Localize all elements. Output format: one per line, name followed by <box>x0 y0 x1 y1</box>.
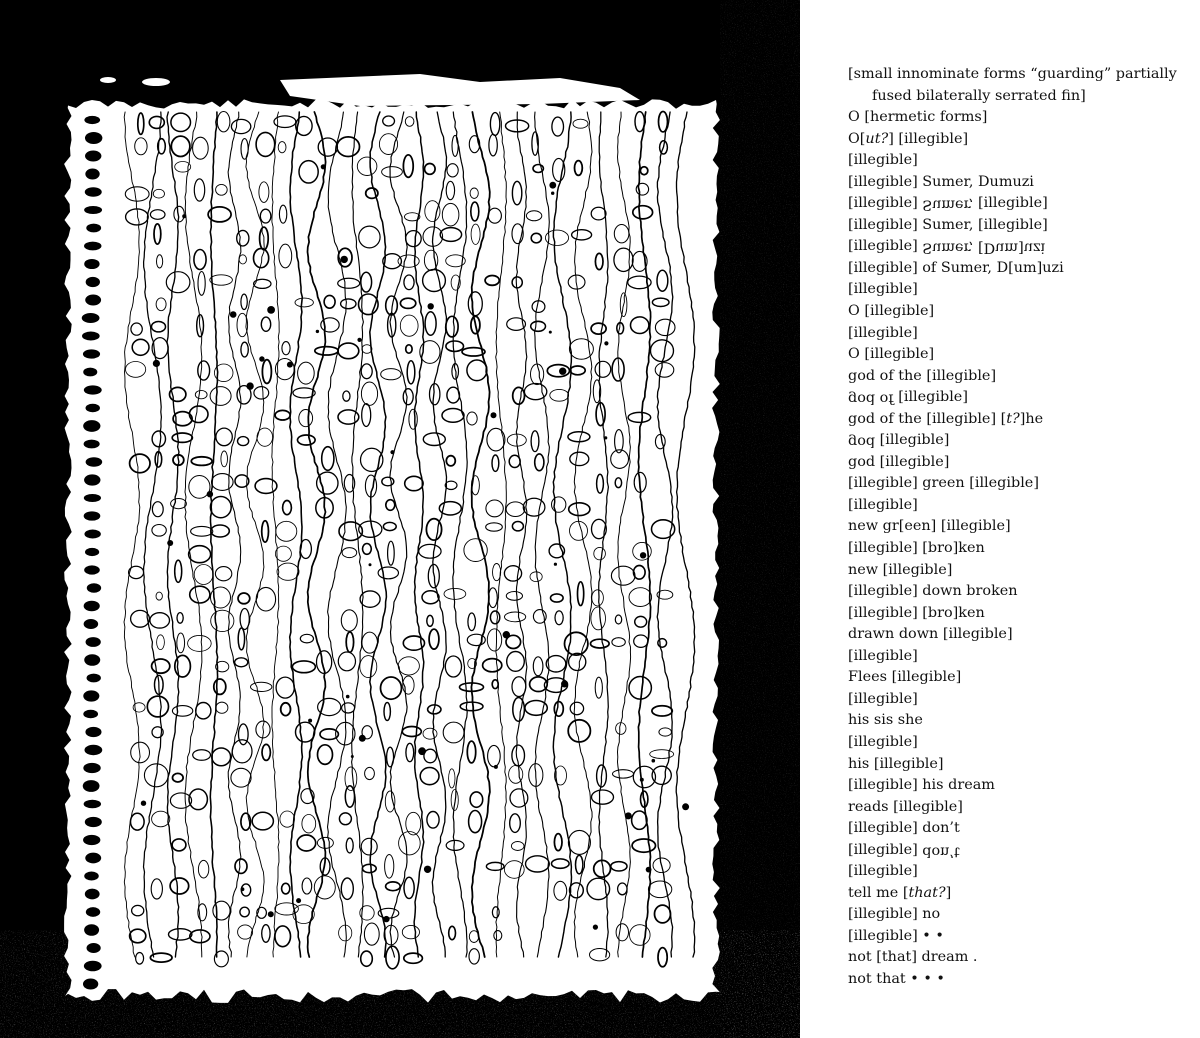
poem-text-fragment: ] [illegible] <box>888 130 969 147</box>
poem-line: [illegible] down broken <box>848 583 1018 600</box>
poem-line: his [illegible] <box>848 755 944 772</box>
inverted-text-fragment: Sumer, [Dum]uzi <box>922 239 1046 256</box>
poem-line: [illegible] <box>848 152 918 169</box>
poem-line: not [that] dream . <box>848 949 978 966</box>
poem-line: [illegible] <box>848 496 918 513</box>
poem-text <box>848 64 1178 991</box>
inverted-text-fragment: Sumer, <box>922 196 974 213</box>
poem-line: [illegible] his dream <box>848 777 995 794</box>
poem-text-fragment: ] <box>945 884 952 901</box>
poem-text-fragment: [illegible] <box>875 432 950 449</box>
poem-line <box>848 430 1178 452</box>
poem-line: new [illegible] <box>848 561 953 578</box>
poem-line: his sis she <box>848 712 923 729</box>
poem-text-fragment: god of the [illegible] [ <box>848 410 1007 427</box>
poem-text-fragment: that? <box>908 884 946 901</box>
poem-line: [illegible] [bro]ken <box>848 604 985 621</box>
poem-line: O [illegible] <box>848 303 935 320</box>
poem-text-fragment: t? <box>1006 410 1020 427</box>
poem-line: [illegible] of Sumer, D[um]uzi <box>848 259 1064 276</box>
poem-line: [illegible] <box>848 733 918 750</box>
poem-line: god of the [illegible] <box>848 367 997 384</box>
poem-line: O [illegible] <box>848 346 935 363</box>
poem-line <box>848 193 1178 215</box>
poem-line: god [illegible] <box>848 453 950 470</box>
poem-line: [illegible] <box>848 647 918 664</box>
poem-text-fragment: [illegible] <box>848 841 923 858</box>
torn-paper-sheet <box>64 99 720 1003</box>
poem-line: fused bilaterally serrated fin] <box>872 87 1086 104</box>
poem-text-fragment: ut? <box>865 130 889 147</box>
poem-line: [small innominate forms “guarding” partially <box>848 66 1177 82</box>
poem-line: not that • • • <box>848 970 945 987</box>
poem-text-fragment: ]he <box>1019 410 1044 427</box>
poem-text-fragment: [illegible] <box>848 195 923 212</box>
poem-line <box>848 236 1178 258</box>
poem-line <box>848 387 1178 409</box>
poem-line: O [hermetic forms] <box>848 109 988 126</box>
inverted-text-fragment: god of <box>848 390 894 407</box>
poem-text-fragment: tell me [ <box>848 884 909 901</box>
poem-line: [illegible] [bro]ken <box>848 540 985 557</box>
poem-line: new gr[een] [illegible] <box>848 518 1011 535</box>
poem-line: [illegible] Sumer, Dumuzi <box>848 173 1034 190</box>
poem-line: [illegible] <box>848 281 918 298</box>
poem-line: [illegible] <box>848 324 918 341</box>
poem-line: [illegible] <box>848 690 918 707</box>
poem-line: [illegible] no <box>848 906 941 923</box>
inverted-text-fragment: god <box>848 433 876 450</box>
poem-text-fragment: [illegible] <box>893 389 968 406</box>
poem-line: drawn down [illegible] <box>848 626 1013 643</box>
poem-line: reads [illegible] <box>848 798 963 815</box>
poem-line: [illegible] <box>848 863 918 880</box>
poem-line: [illegible] Sumer, [illegible] <box>848 216 1048 233</box>
poem-line <box>848 409 1178 431</box>
poem-line <box>848 840 1178 862</box>
poem-text-fragment: [illegible] <box>973 195 1048 212</box>
poem-line: [illegible] green [illegible] <box>848 475 1039 492</box>
poem-line <box>848 883 1178 905</box>
poem-line: Flees [illegible] <box>848 669 962 686</box>
poem-line: [illegible] • • <box>848 927 944 944</box>
poem-line: [illegible] don’t <box>848 820 960 837</box>
poem-text-fragment: [illegible] <box>848 238 923 255</box>
inverted-text-fragment: don’t <box>922 843 960 860</box>
poem-text-fragment: O[ <box>848 130 866 147</box>
poem-line <box>848 129 1178 151</box>
